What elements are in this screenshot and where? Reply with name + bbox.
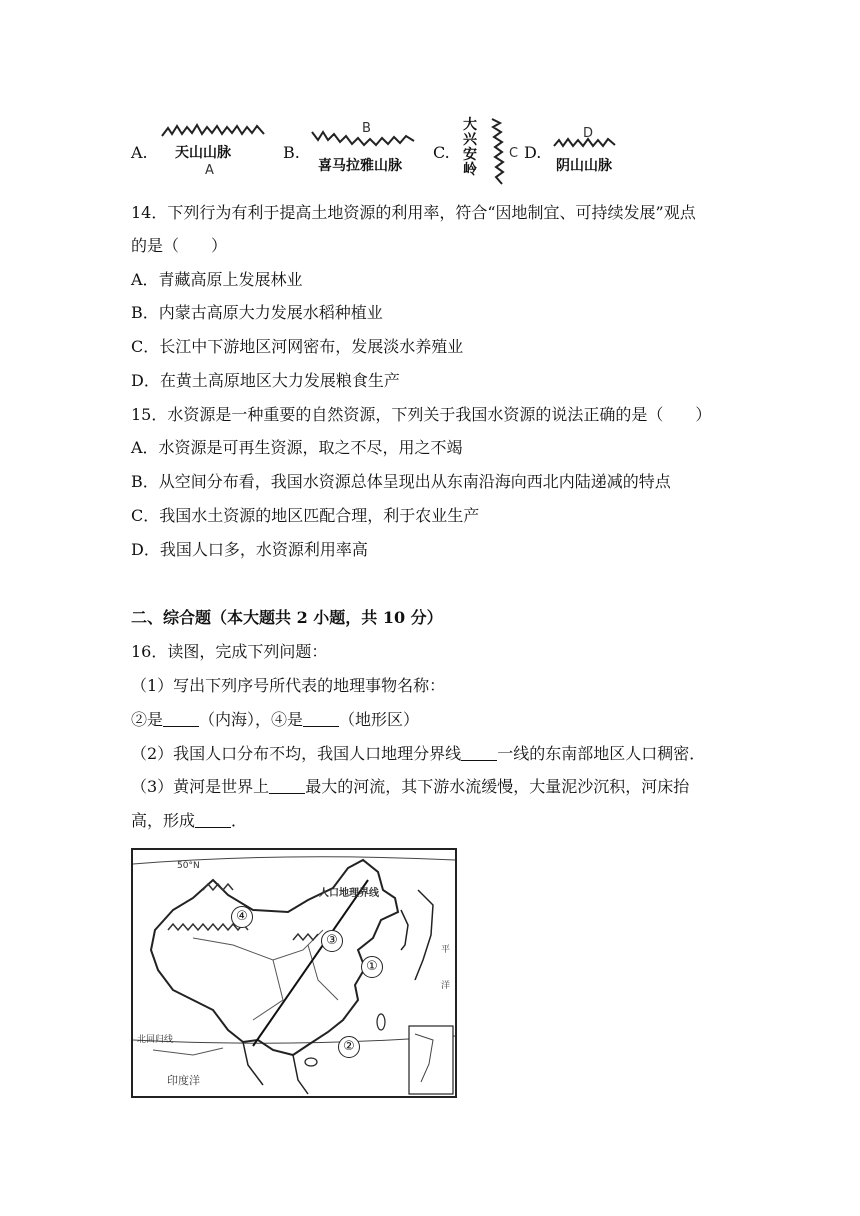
sea-label-1: 平	[441, 945, 451, 955]
q16-part1-answers	[131, 712, 419, 728]
section-title: 二、综合题（本大题共 2 小题，共 10 分）	[131, 608, 443, 627]
population-line-label: 人口地理界线	[319, 888, 379, 899]
q15-stem: 15．水资源是一种重要的自然资源，下列关于我国水资源的说法正确的是（ ）	[131, 405, 712, 424]
mountain-d-name: 阴山山脉	[556, 158, 612, 174]
q16-p3-pre: （3）黄河是世界上	[131, 777, 270, 796]
q16-part3	[131, 779, 689, 795]
option-a-label[interactable]: A.	[131, 143, 148, 162]
mountain-a-letter: A	[205, 163, 214, 178]
q14-option-d[interactable]: D．在黄土高原地区大力发展粮食生产	[131, 371, 400, 390]
answer-blank-line[interactable]	[461, 746, 497, 761]
q16-part1: （1）写出下列序号所代表的地理事物名称：	[131, 676, 446, 695]
q16-stem: 16．读图，完成下列问题：	[131, 642, 328, 661]
answer-blank-4[interactable]	[303, 712, 339, 727]
mountain-d-letter: D	[583, 126, 594, 141]
mountain-b-name: 喜马拉雅山脉	[318, 158, 402, 174]
mountain-b-letter: B	[362, 121, 371, 136]
mountain-c-letter: C	[509, 146, 519, 161]
q15-option-d[interactable]: D．我国人口多，水资源利用率高	[131, 540, 368, 559]
mountain-d-icon	[552, 136, 618, 150]
latitude-label: 50°N	[177, 861, 200, 871]
marker-4[interactable]: ④	[231, 906, 253, 928]
q14-stem-line1: 14．下列行为有利于提高土地资源的利用率，符合“因地制宜、可持续发展”观点	[131, 203, 696, 222]
mountain-a-name: 天山山脉	[175, 145, 231, 161]
answer-blank-landform[interactable]	[195, 813, 231, 828]
answer-blank-2[interactable]	[163, 712, 199, 727]
option-c-label[interactable]: C.	[433, 143, 450, 162]
marker-1[interactable]: ①	[361, 956, 383, 978]
q16-p4-post: ．	[231, 811, 248, 830]
q16-p2-post: 一线的东南部地区人口稠密．	[497, 744, 706, 763]
q15-option-b[interactable]: B．从空间分布看，我国水资源总体呈现出从东南沿海向西北内陆递减的特点	[131, 472, 671, 491]
mountain-c-icon	[486, 117, 508, 187]
q16-p1a-pre: ②是	[131, 710, 164, 729]
q16-part3-cont	[131, 813, 247, 829]
q16-p1a-post: （地形区）	[339, 710, 420, 729]
q14-option-a[interactable]: A．青藏高原上发展林业	[131, 270, 303, 289]
option-b-label[interactable]: B.	[283, 143, 300, 162]
marker-2[interactable]: ②	[338, 1036, 360, 1058]
option-d-label[interactable]: D.	[524, 143, 542, 162]
china-map-figure	[131, 848, 457, 1098]
answer-blank-river[interactable]	[269, 779, 305, 794]
q15-option-c[interactable]: C．我国水土资源的地区匹配合理，利于农业生产	[131, 506, 480, 525]
q14-stem-line2: 的是（ ）	[131, 236, 228, 255]
mountain-c-name: 大 兴 安 岭	[463, 117, 477, 178]
q16-p4-pre: 高，形成	[131, 811, 196, 830]
sea-label-2: 洋	[441, 981, 451, 991]
tropic-label: 北回归线	[137, 1035, 174, 1045]
q14-option-b[interactable]: B．内蒙古高原大力发展水稻种植业	[131, 303, 383, 322]
q16-part2	[131, 746, 705, 762]
q15-option-a[interactable]: A．水资源是可再生资源，取之不尽，用之不竭	[131, 438, 463, 457]
mountain-a-icon	[160, 122, 270, 140]
marker-3[interactable]: ③	[321, 930, 343, 952]
ocean-label: 印度洋	[167, 1074, 200, 1087]
q16-p3-post: 最大的河流，其下游水流缓慢，大量泥沙沉积，河床抬	[305, 777, 690, 796]
q16-p1a-mid: （内海），④是	[199, 710, 304, 729]
china-map-svg	[133, 850, 455, 1096]
q14-option-c[interactable]: C．长江中下游地区河网密布，发展淡水养殖业	[131, 337, 464, 356]
q16-p2-pre: （2）我国人口分布不均，我国人口地理分界线	[131, 744, 462, 763]
